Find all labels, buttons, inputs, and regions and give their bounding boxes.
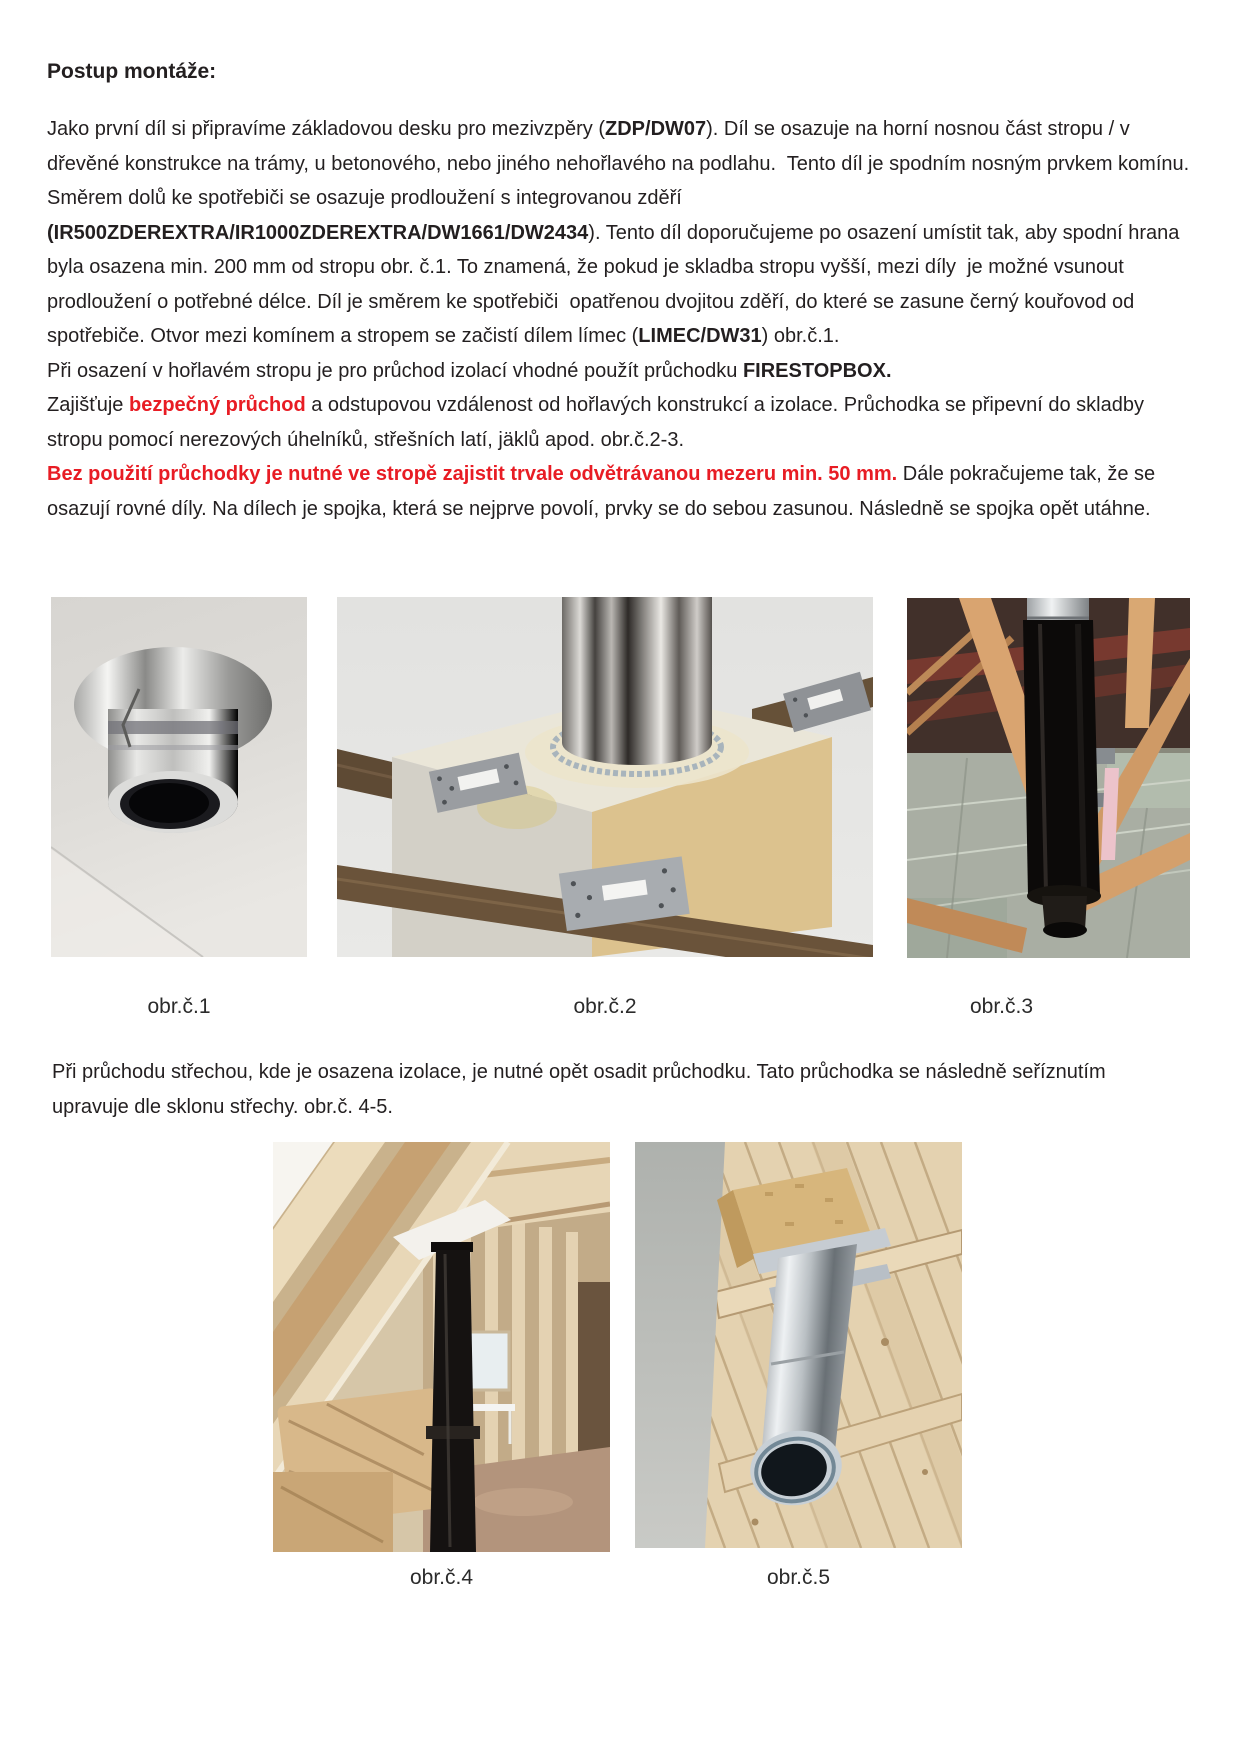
figure-3	[907, 598, 1190, 958]
figure-1	[51, 597, 307, 957]
figure-4	[273, 1142, 610, 1552]
figure-4-photo	[273, 1142, 610, 1552]
page-title: Postup montáže:	[47, 60, 217, 83]
figure-4-caption: obr.č.4	[409, 1566, 474, 1589]
figure-3-caption: obr.č.3	[969, 995, 1034, 1018]
figure-5	[635, 1142, 962, 1548]
figure-2-photo	[337, 597, 873, 957]
figure-2	[337, 597, 873, 957]
figure-5-photo	[635, 1142, 962, 1548]
figure-2-caption: obr.č.2	[573, 995, 637, 1018]
figure-3-photo	[907, 598, 1190, 958]
figure-5-caption: obr.č.5	[766, 1566, 831, 1589]
intro-paragraph: Jako první díl si připravíme základovou desku pro mezivzpěry (ZDP/DW07). Díl se osazuje na horní nosnou část stropu / v dřevěné konstrukce na trámy, u betonového, nebo jiného nehořlavého na podlahu. Tento díl je spodním nosným prvkem komínu. Směrem dolů ke spotřebiči se osazuje prodloužení s integrovanou zděří (IR500ZDEREXTRA/IR1000ZDEREXTRA/DW1661/DW2434). Tento díl doporučujeme po osazení umístit tak, aby spodní hrana byla osazena min. 200 mm od stropu obr. č.1. To znamená, že pokud je skladba stropu vyšší, mezi díly je možné vsunout prodloužení o potřebné délce. Díl je směrem ke spotřebiči opatřenou dvojitou zděří, do které se zasune černý kouřovod od spotřebiče. Otvor mezi komínem a stropem se začistí dílem límec (LIMEC/DW31) obr.č.1. Při osazení v hořlavém stropu je pro průchod izolací vhodné použít průchodku FIRESTOPBOX. Zajišťuje bezpečný průchod a odstupovou vzdálenost od hořlavých konstrukcí a izolace. Průchodka se připevní do skladby stropu pomocí nerezových úhelníků, střešních latí, jäklů apod. obr.č.2-3. Bez použití průchodky je nutné ve stropě zajistit trvale odvětrávanou mezeru min. 50 mm. Dále pokračujeme tak, že se osazují rovné díly. Na dílech je spojka, která se nejprve povolí, prvky se do sebou zasunou. Následně se spojka opět utáhne.	[47, 118, 1195, 520]
figure-1-photo	[51, 597, 307, 957]
figure-1-caption: obr.č.1	[147, 995, 211, 1018]
roof-paragraph: Při průchodu střechou, kde je osazena izolace, je nutné opět osadit průchodku. Tato průchodka se následně seříznutím upravuje dle sklonu střechy. obr.č. 4-5.	[52, 1061, 1112, 1118]
